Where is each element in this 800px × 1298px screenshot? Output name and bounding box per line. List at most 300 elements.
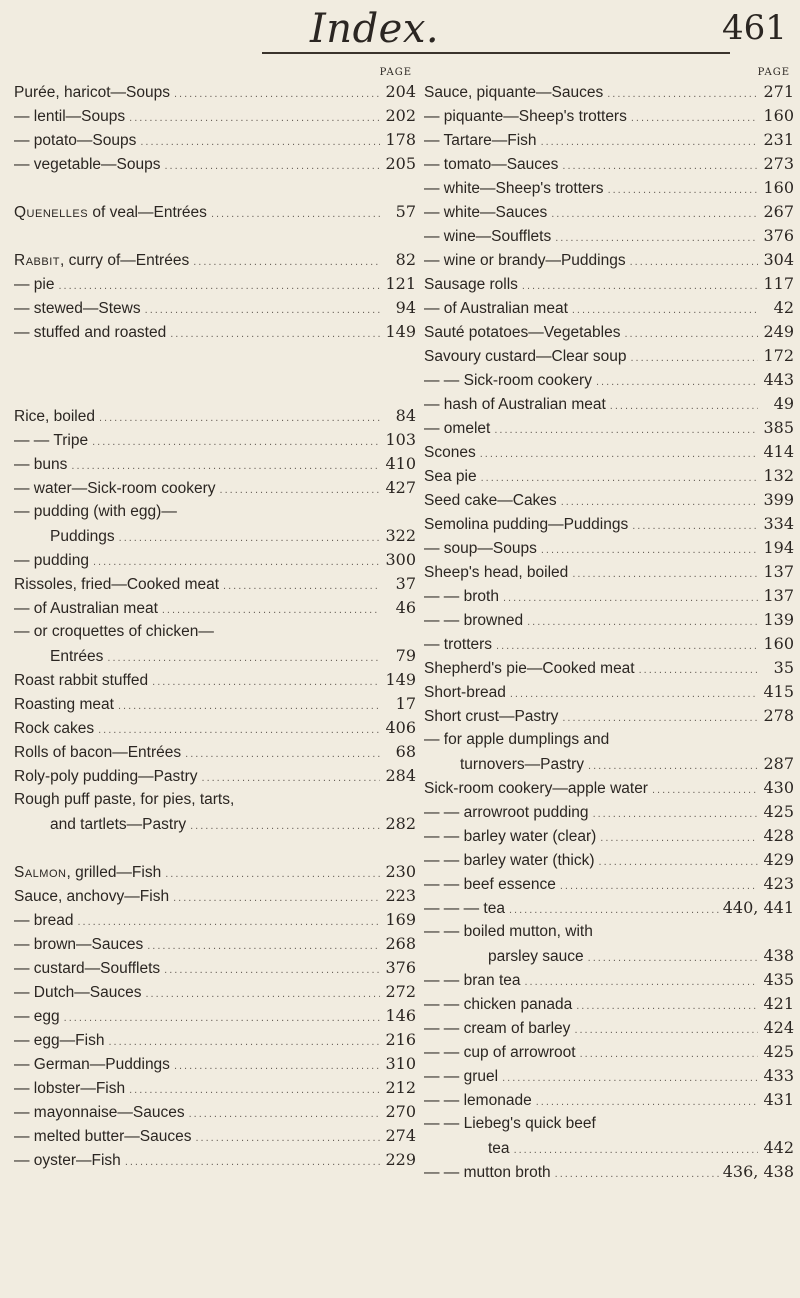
index-entry — [424, 1160, 794, 1184]
index-entry-label: — — gruel — [424, 1068, 499, 1085]
index-entry — [424, 368, 794, 392]
dot-leader — [608, 178, 758, 202]
index-entry — [424, 872, 794, 896]
index-entry-label: — — boiled mutton, with — [424, 923, 593, 940]
index-entry-label: — — arrowroot pudding — [424, 804, 589, 821]
dot-leader — [107, 646, 380, 670]
index-entry-label: — — beef essence — [424, 876, 556, 893]
dot-leader — [129, 106, 380, 130]
index-entry-page: 310 — [385, 1054, 416, 1073]
dot-leader — [562, 706, 758, 730]
dot-leader — [193, 250, 380, 274]
dot-leader — [596, 370, 758, 394]
index-entry — [14, 320, 416, 344]
index-entry-page: 322 — [385, 526, 416, 545]
right-index-rows — [424, 80, 794, 1184]
dot-leader — [71, 454, 380, 478]
index-entry — [424, 752, 794, 776]
dot-leader — [630, 250, 758, 274]
dot-leader — [514, 1138, 758, 1162]
index-entry-page: 273 — [763, 154, 794, 173]
index-entry-label: parsley sauce — [488, 948, 584, 965]
index-entry-label: — stewed—Stews — [14, 300, 141, 317]
index-entry-page: 223 — [385, 886, 416, 905]
index-entry-page: 68 — [395, 742, 416, 761]
index-entry — [14, 524, 416, 548]
index-entry-label: — — Liebeg's quick beef — [424, 1115, 596, 1132]
index-entry-page: 287 — [763, 754, 794, 773]
dot-leader — [572, 562, 758, 586]
index-entry-page: 414 — [763, 442, 794, 461]
dot-leader — [129, 1078, 380, 1102]
index-entry-page: 304 — [763, 250, 794, 269]
index-entry-label: — white—Sheep's trotters — [424, 180, 604, 197]
index-entry-label: Seed cake—Cakes — [424, 492, 557, 509]
index-entry — [424, 272, 794, 296]
index-entry — [424, 824, 794, 848]
index-entry-page: 82 — [395, 250, 416, 269]
index-entry — [14, 152, 416, 176]
index-entry — [424, 200, 794, 224]
index-entry — [424, 440, 794, 464]
index-entry-label: Rolls of bacon—Entrées — [14, 744, 182, 761]
dot-leader — [64, 1006, 380, 1030]
index-entry-label: — oyster—Fish — [14, 1152, 121, 1169]
index-entry-label: — — broth — [424, 588, 499, 605]
index-entry — [14, 500, 416, 524]
index-entry-page: 268 — [385, 934, 416, 953]
index-entry-page: 94 — [395, 298, 416, 317]
index-entry-page: 194 — [763, 538, 794, 557]
dot-leader — [503, 586, 758, 610]
index-gap — [14, 344, 416, 404]
index-entry-label: Short crust—Pastry — [424, 708, 559, 725]
index-entry — [424, 944, 794, 968]
index-entry-label: Rissoles, fried—Cooked meat — [14, 576, 220, 593]
index-entry — [424, 416, 794, 440]
index-entry — [424, 152, 794, 176]
dot-leader — [481, 466, 758, 490]
index-entry-page: 415 — [763, 682, 794, 701]
index-entry-page: 149 — [385, 322, 416, 341]
index-entry-page: 204 — [385, 82, 416, 101]
index-entry-label: — stuffed and roasted — [14, 324, 167, 341]
dot-leader — [185, 742, 380, 766]
index-entry — [14, 1100, 416, 1124]
index-entry-page: 425 — [763, 1042, 794, 1061]
index-entry-label: — egg — [14, 1008, 60, 1025]
dot-leader — [562, 154, 758, 178]
index-entry-label: Puddings — [50, 528, 115, 545]
index-entry — [424, 992, 794, 1016]
index-entry-label: — — barley water (thick) — [424, 852, 595, 869]
dot-leader — [631, 106, 758, 130]
index-entry-page: 334 — [763, 514, 794, 533]
index-entry-label: — trotters — [424, 636, 493, 653]
dot-leader — [92, 430, 380, 454]
index-entry — [14, 128, 416, 152]
index-entry-label: — potato—Soups — [14, 132, 137, 149]
index-entry-label: — water—Sick-room cookery — [14, 480, 216, 497]
index-entry-page: 17 — [395, 694, 416, 713]
index-entry — [424, 104, 794, 128]
dot-leader — [146, 982, 381, 1006]
index-entry-page: 421 — [763, 994, 794, 1013]
dot-leader — [610, 394, 758, 418]
index-entry — [14, 812, 416, 836]
dot-leader — [93, 550, 380, 574]
dot-leader — [536, 1090, 758, 1114]
index-entry — [424, 800, 794, 824]
index-entry-page: 284 — [385, 766, 416, 785]
index-entry-label: — soup—Soups — [424, 540, 537, 557]
dot-leader — [522, 274, 758, 298]
index-entry-page: 79 — [395, 646, 416, 665]
index-entry — [14, 596, 416, 620]
dot-leader — [574, 1018, 758, 1042]
index-entry-page: 430 — [763, 778, 794, 797]
dot-leader — [494, 418, 758, 442]
dot-leader — [162, 598, 380, 622]
dot-leader — [588, 754, 758, 778]
index-entry-label: — pudding — [14, 552, 89, 569]
index-entry-label: Roasting meat — [14, 696, 114, 713]
dot-leader — [551, 202, 758, 226]
index-entry — [14, 452, 416, 476]
index-entry — [424, 128, 794, 152]
index-entry-page: 429 — [763, 850, 794, 869]
index-entry-page: 149 — [385, 670, 416, 689]
dot-leader — [125, 1150, 380, 1174]
index-entry-label: Sheep's head, boiled — [424, 564, 569, 581]
dot-leader — [632, 514, 758, 538]
dot-leader — [652, 778, 758, 802]
index-entry-label: turnovers—Pastry — [460, 756, 585, 773]
index-entry-page: 249 — [763, 322, 794, 341]
index-entry-label: Roast rabbit stuffed — [14, 672, 149, 689]
index-entry — [14, 404, 416, 428]
left-page-column-header: PAGE — [379, 67, 412, 78]
dot-leader — [572, 298, 758, 322]
header-rule — [262, 52, 730, 54]
index-gap — [14, 176, 416, 200]
index-entry-page: 132 — [763, 466, 794, 485]
index-entry — [14, 788, 416, 812]
index-entry — [424, 1136, 794, 1160]
index-entry-page: 423 — [763, 874, 794, 893]
dot-leader — [509, 898, 719, 922]
index-entry-label: — white—Sauces — [424, 204, 548, 221]
index-entry — [424, 536, 794, 560]
index-entry-page: 278 — [763, 706, 794, 725]
dot-leader — [480, 442, 758, 466]
dot-leader — [593, 802, 758, 826]
index-entry — [14, 620, 416, 644]
index-entry-label: — lentil—Soups — [14, 108, 126, 125]
index-entry-page: 376 — [763, 226, 794, 245]
dot-leader — [164, 154, 380, 178]
dot-leader — [561, 490, 758, 514]
index-entry-label: and tartlets—Pastry — [50, 816, 187, 833]
index-entry-page: 139 — [763, 610, 794, 629]
dot-leader — [527, 610, 758, 634]
index-entry-label: Sauté potatoes—Vegetables — [424, 324, 621, 341]
index-entry — [14, 956, 416, 980]
index-entry-label: Rice, boiled — [14, 408, 95, 425]
dot-leader — [174, 82, 380, 106]
index-entry — [14, 1148, 416, 1172]
index-entry-page: 172 — [763, 346, 794, 365]
index-entry-page: 212 — [385, 1078, 416, 1097]
index-entry-label: — lobster—Fish — [14, 1080, 126, 1097]
index-entry — [14, 668, 416, 692]
index-entry — [14, 908, 416, 932]
index-entry-page: 37 — [395, 574, 416, 593]
index-entry — [424, 704, 794, 728]
index-entry-page: 117 — [763, 274, 794, 293]
index-entry-page: 46 — [395, 598, 416, 617]
index-entry — [14, 1004, 416, 1028]
index-entry-page: 424 — [763, 1018, 794, 1037]
dot-leader — [98, 718, 380, 742]
index-entry-page: 231 — [763, 130, 794, 149]
dot-leader — [639, 658, 758, 682]
index-entry-label: — hash of Australian meat — [424, 396, 606, 413]
index-entry — [424, 920, 794, 944]
index-entry-page: 146 — [385, 1006, 416, 1025]
index-entry-label: — tomato—Sauces — [424, 156, 559, 173]
index-entry-page: 230 — [385, 862, 416, 881]
dot-leader — [152, 670, 380, 694]
index-entry — [424, 560, 794, 584]
index-entry-label: Rock cakes — [14, 720, 95, 737]
index-entry-page: 410 — [385, 454, 416, 473]
index-entry — [424, 392, 794, 416]
index-entry-page: 137 — [763, 562, 794, 581]
index-entry-page: 438 — [763, 946, 794, 965]
index-entry-page: 376 — [385, 958, 416, 977]
index-entry-page: 440, 441 — [722, 898, 794, 917]
index-entry-page: 205 — [385, 154, 416, 173]
index-entry-page: 425 — [763, 802, 794, 821]
index-entry — [14, 980, 416, 1004]
index-entry — [424, 1040, 794, 1064]
dot-leader — [118, 694, 380, 718]
index-entry — [14, 764, 416, 788]
index-entry-label: — bread — [14, 912, 74, 929]
dot-leader — [600, 826, 758, 850]
dot-leader — [624, 322, 758, 346]
page-title: Index. — [310, 6, 440, 52]
dot-leader — [510, 682, 758, 706]
index-entry-page: 270 — [385, 1102, 416, 1121]
index-entry — [424, 296, 794, 320]
index-entry — [14, 860, 416, 884]
index-entry — [14, 272, 416, 296]
index-entry — [424, 1112, 794, 1136]
index-entry-page: 272 — [385, 982, 416, 1001]
index-entry-label: — — — tea — [424, 900, 505, 917]
index-gap — [14, 224, 416, 248]
index-entry-label: Sauce, anchovy—Fish — [14, 888, 170, 905]
dot-leader — [220, 478, 380, 502]
index-entry — [14, 1028, 416, 1052]
dot-leader — [560, 874, 758, 898]
index-entry-label: — vegetable—Soups — [14, 156, 161, 173]
dot-leader — [59, 274, 381, 298]
index-entry-page: 428 — [763, 826, 794, 845]
index-entry — [14, 1076, 416, 1100]
index-entry-page: 169 — [385, 910, 416, 929]
index-gap — [14, 836, 416, 860]
index-entry-label: Roly-poly pudding—Pastry — [14, 768, 198, 785]
index-entry — [14, 476, 416, 500]
dot-leader — [576, 994, 758, 1018]
index-entry-label: — — browned — [424, 612, 524, 629]
index-entry — [14, 716, 416, 740]
index-entry-page: 274 — [385, 1126, 416, 1145]
index-entry — [14, 1124, 416, 1148]
dot-leader — [525, 970, 759, 994]
index-entry-page: 385 — [763, 418, 794, 437]
index-entry — [14, 296, 416, 320]
index-entry — [424, 728, 794, 752]
index-entry-label: — — chicken panada — [424, 996, 573, 1013]
right-index-column — [424, 66, 794, 1184]
index-entry — [14, 1052, 416, 1076]
left-index-rows — [14, 80, 416, 1172]
index-entry-label: Sausage rolls — [424, 276, 518, 293]
index-entry-label: Sauce, piquante—Sauces — [424, 84, 604, 101]
index-entry-page: 137 — [763, 586, 794, 605]
index-entry — [424, 776, 794, 800]
index-entry — [424, 848, 794, 872]
index-entry — [424, 896, 794, 920]
index-entry-page: 160 — [763, 178, 794, 197]
index-entry — [424, 968, 794, 992]
index-entry-label: Sick-room cookery—apple water — [424, 780, 648, 797]
index-entry-label: Savoury custard—Clear soup — [424, 348, 627, 365]
index-entry-page: 431 — [763, 1090, 794, 1109]
index-entry-label: Short-bread — [424, 684, 506, 701]
index-entry-page: 121 — [385, 274, 416, 293]
index-entry-label: — wine—Soufflets — [424, 228, 552, 245]
index-entry — [424, 464, 794, 488]
index-entry-page: 443 — [763, 370, 794, 389]
index-entry — [14, 548, 416, 572]
index-entry-page: 427 — [385, 478, 416, 497]
index-entry-label: — mayonnaise—Sauces — [14, 1104, 185, 1121]
index-entry-label: — — bran tea — [424, 972, 521, 989]
index-entry-label: — — Sick-room cookery — [424, 372, 592, 389]
index-entry-label: — — lemonade — [424, 1092, 532, 1109]
index-entry — [424, 224, 794, 248]
dot-leader — [588, 946, 758, 970]
right-page-column-header: PAGE — [757, 67, 790, 78]
index-entry — [424, 176, 794, 200]
index-entry-label: — Tartare—Fish — [424, 132, 537, 149]
index-entry-label: — pie — [14, 276, 55, 293]
index-entry — [424, 1088, 794, 1112]
dot-leader — [77, 910, 380, 934]
index-entry — [14, 200, 416, 224]
index-entry — [14, 104, 416, 128]
index-entry-page: 406 — [385, 718, 416, 737]
index-entry-label: — of Australian meat — [14, 600, 158, 617]
dot-leader — [555, 226, 758, 250]
index-entry — [424, 1064, 794, 1088]
index-entry-page: 271 — [763, 82, 794, 101]
index-entry — [424, 248, 794, 272]
dot-leader — [223, 574, 380, 598]
index-entry — [424, 680, 794, 704]
index-entry-page: 202 — [385, 106, 416, 125]
dot-leader — [173, 886, 380, 910]
index-entry-page: 216 — [385, 1030, 416, 1049]
index-entry-label: — egg—Fish — [14, 1032, 105, 1049]
dot-leader — [99, 406, 380, 430]
dot-leader — [580, 1042, 758, 1066]
index-entry — [424, 608, 794, 632]
index-entry — [424, 584, 794, 608]
index-entry-label: Semolina pudding—Puddings — [424, 516, 629, 533]
index-entry-label: — brown—Sauces — [14, 936, 144, 953]
dot-leader — [195, 1126, 380, 1150]
index-entry — [424, 344, 794, 368]
dot-leader — [108, 1030, 380, 1054]
index-entry-label: — or croquettes of chicken— — [14, 623, 214, 640]
dot-leader — [211, 202, 380, 226]
index-entry-label: — piquante—Sheep's trotters — [424, 108, 627, 125]
index-entry-page: 84 — [395, 406, 416, 425]
index-entry — [424, 320, 794, 344]
index-entry-page: 436, 438 — [722, 1162, 794, 1181]
page-number: 461 — [722, 8, 787, 48]
index-entry-page: 57 — [395, 202, 416, 221]
index-entry-label: — custard—Soufflets — [14, 960, 161, 977]
index-entry-page: 160 — [763, 106, 794, 125]
index-entry-label: — — cream of barley — [424, 1020, 571, 1037]
dot-leader — [147, 934, 380, 958]
index-entry-label: — omelet — [424, 420, 491, 437]
index-entry-page: 435 — [763, 970, 794, 989]
index-entry-label: Sea pie — [424, 468, 477, 485]
index-entry — [424, 632, 794, 656]
index-entry-page: 103 — [385, 430, 416, 449]
index-entry — [14, 644, 416, 668]
index-entry-label: Purée, haricot—Soups — [14, 84, 170, 101]
dot-leader — [165, 862, 380, 886]
dot-leader — [140, 130, 380, 154]
index-entry-label: — — cup of arrowroot — [424, 1044, 576, 1061]
index-entry-page: 229 — [385, 1150, 416, 1169]
index-entry-page: 282 — [385, 814, 416, 833]
index-entry-label: tea — [488, 1140, 510, 1157]
index-entry — [424, 80, 794, 104]
index-entry-label: Rough puff paste, for pies, tarts, — [14, 791, 235, 808]
index-entry-label: Shepherd's pie—Cooked meat — [424, 660, 635, 677]
index-entry-page: 442 — [763, 1138, 794, 1157]
index-entry-page: 300 — [385, 550, 416, 569]
index-entry-label: — wine or brandy—Puddings — [424, 252, 626, 269]
index-entry — [424, 1016, 794, 1040]
index-entry-page: 160 — [763, 634, 794, 653]
dot-leader — [189, 1102, 380, 1126]
index-entry-page: 178 — [385, 130, 416, 149]
index-entry — [14, 932, 416, 956]
index-entry-label: — pudding (with egg)— — [14, 503, 177, 520]
index-entry-label: — for apple dumplings and — [424, 731, 610, 748]
